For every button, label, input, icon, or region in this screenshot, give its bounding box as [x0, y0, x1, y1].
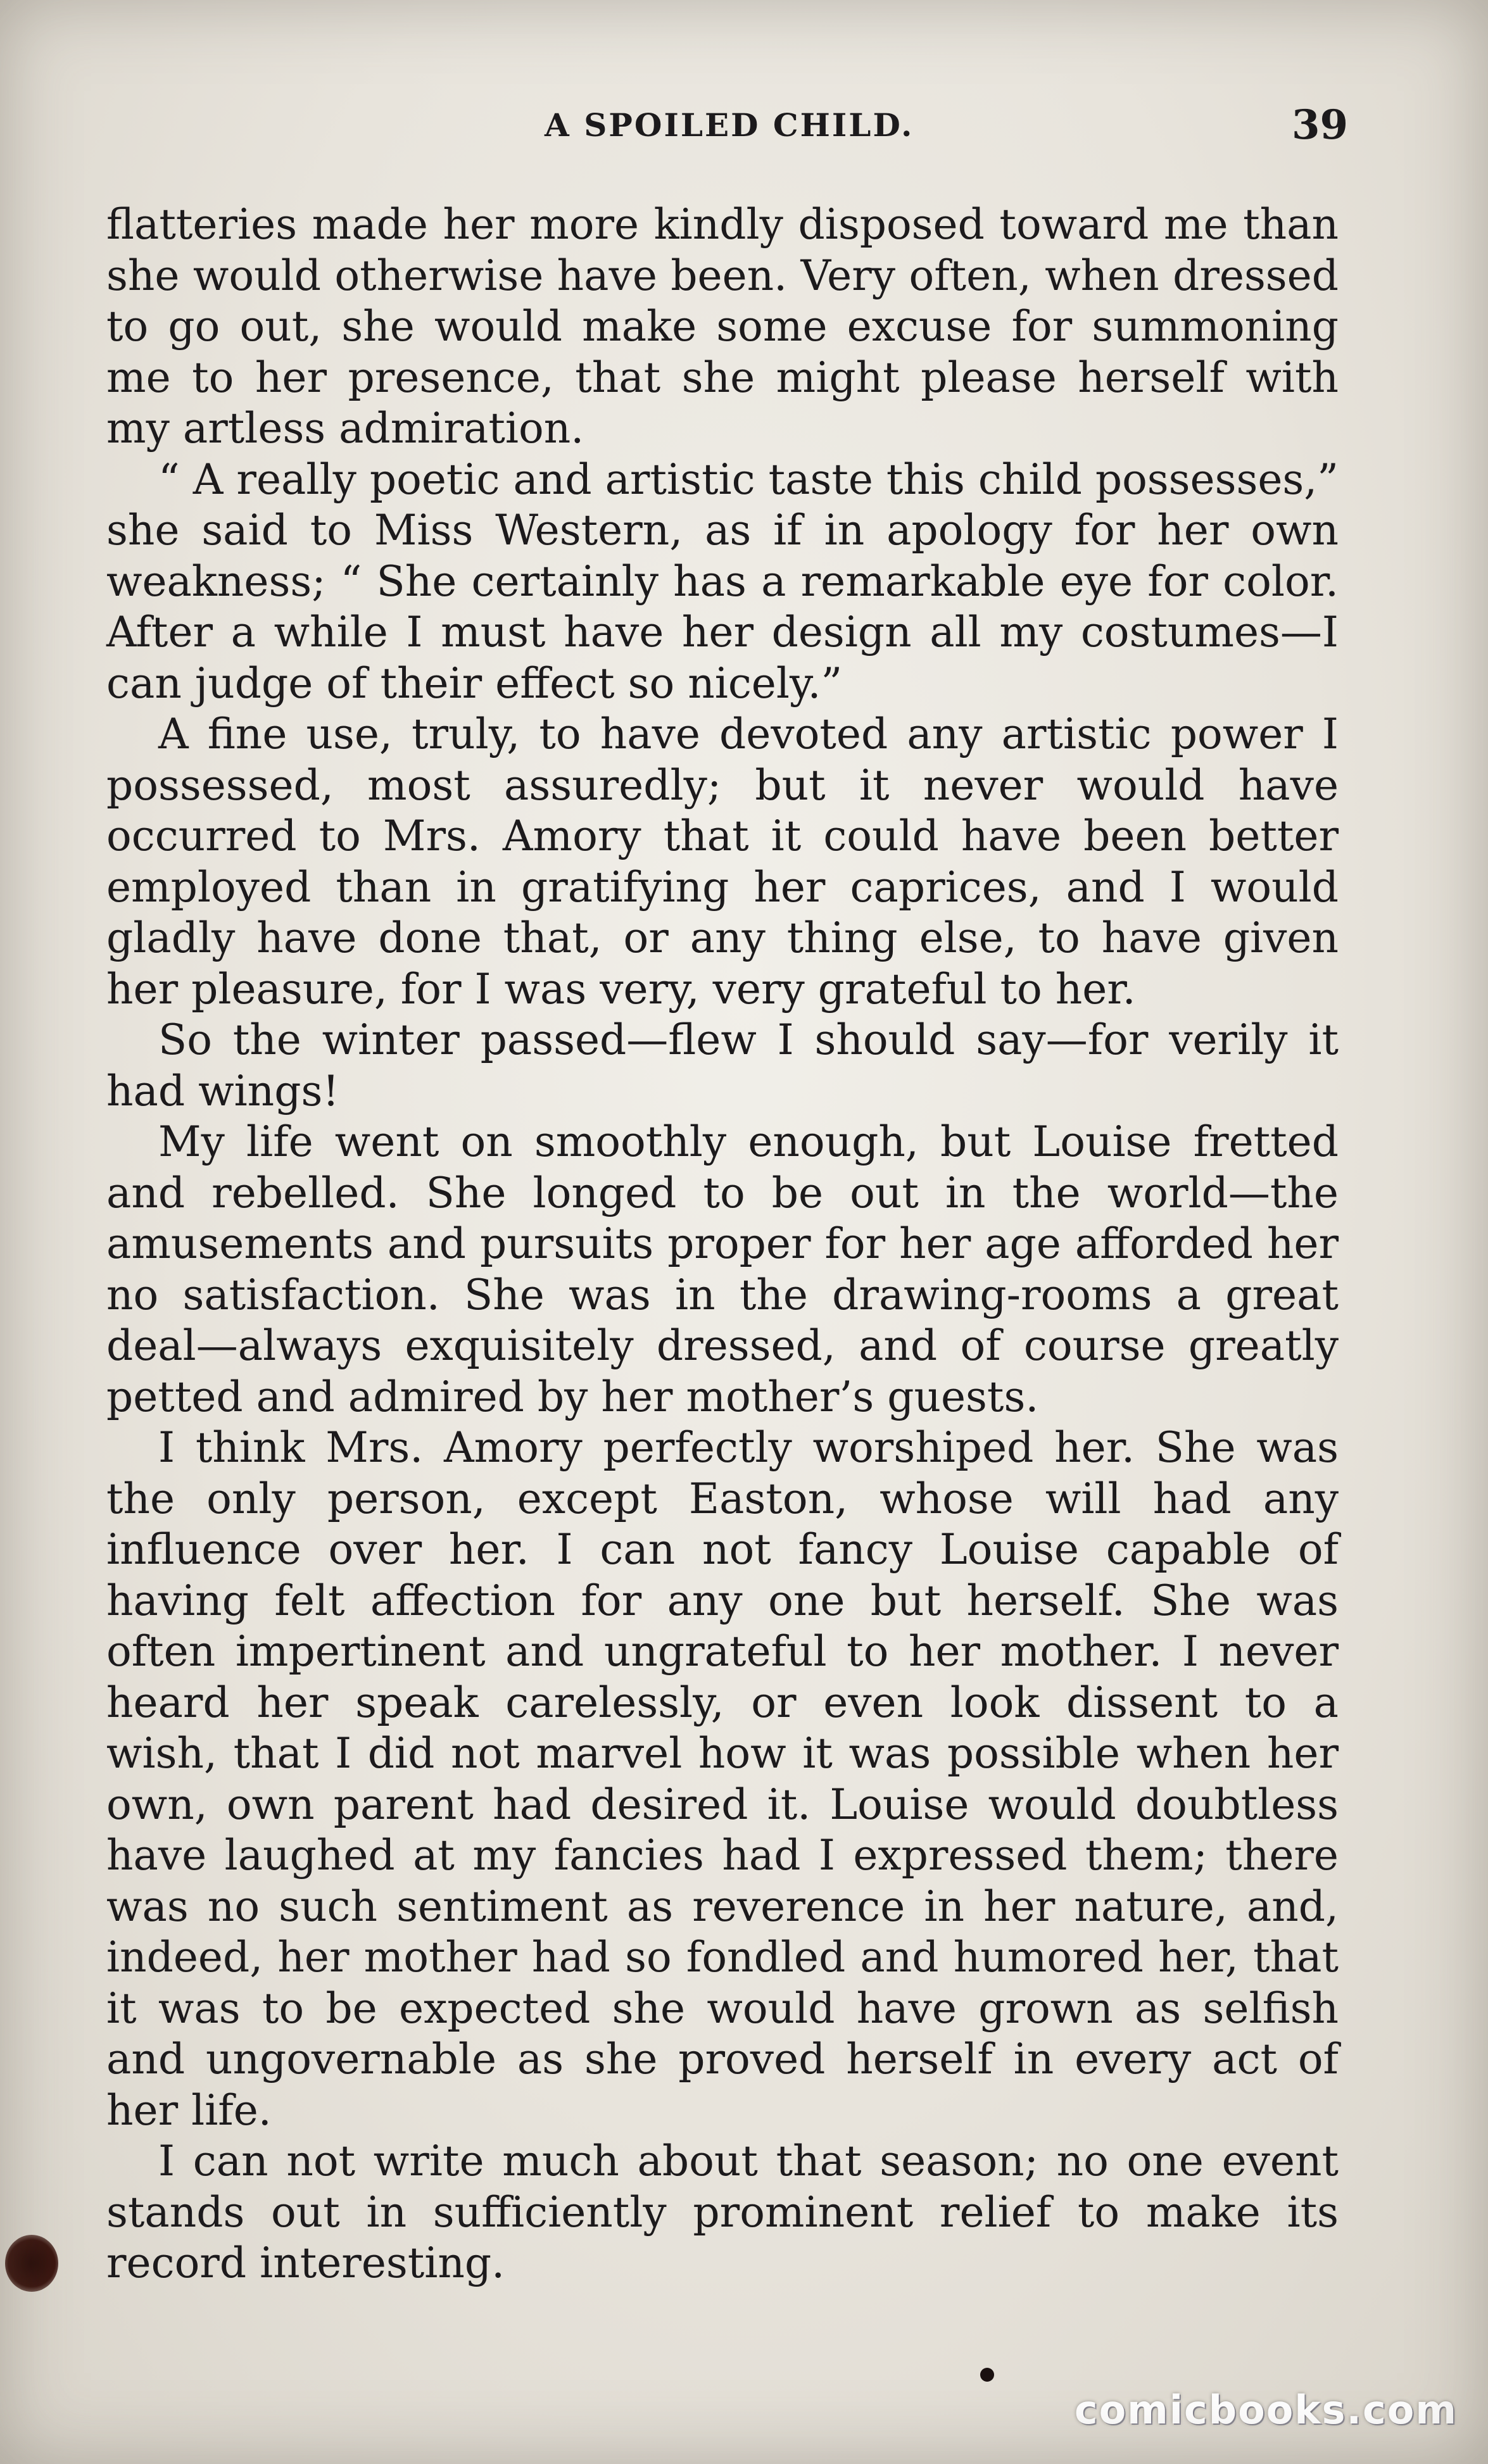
paragraph: flatteries made her more kindly disposed toward me than she would otherwise have been. Very often, when dressed to go out, she would make some excuse for summoning me to her presence, that she might please herself with my artless admiration.	[106, 200, 1339, 453]
paragraph: I can not write much about that season; no one event stands out in sufficiently prominent relief to make its record interesting.	[106, 2137, 1339, 2287]
ink-dot	[980, 2368, 994, 2382]
running-head: A SPOILED CHILD.	[545, 106, 914, 144]
watermark: comicbooks.com	[1074, 2387, 1458, 2433]
page-number: 39	[1292, 101, 1349, 149]
ink-blot	[5, 2235, 58, 2292]
paragraph: So the winter passed—flew I should say—for verily it had wings!	[106, 1015, 1339, 1116]
paragraph: “ A really poetic and artistic taste this child possesses,” she said to Miss Western, as if in apology for her own weakness; “ She certainly has a remarkable eye for color. After a while I must have her design all my costumes—I can judge of their effect so nicely.”	[106, 455, 1339, 708]
paragraph: I think Mrs. Amory perfectly worshiped her. She was the only person, except Easton, whose will had any influence over her. I can not fancy Louise capable of having felt affection for any one but herself. She was often impertinent and ungrateful to her mother. I never heard her speak carelessly, or even look dissent to a wish, that I did not marvel how it was possible when her own, own parent had desired it. Louise would doubtless have laughed at my fancies had I expressed them; there was no such sentiment as reverence in her nature, and, indeed, her mother had so fondled and humored her, that it was to be expected she would have grown as selfish and ungovernable as she proved herself in every act of her life.	[106, 1423, 1339, 2135]
paragraph: A fine use, truly, to have devoted any artistic power I possessed, most assuredly; but it never would have occurred to Mrs. Amory that it could have been better employed than in gratifying her caprices, and I would gladly have done that, or any thing else, to have given her pleasure, for I was very, very grateful to her.	[106, 710, 1339, 1014]
paragraph: My life went on smoothly enough, but Louise fretted and rebelled. She longed to be out in the world—the amusements and pursuits proper for her age afforded her no satisfaction. She was in the drawing-rooms a great deal—always exquisitely dressed, and of course greatly petted and admired by her mother’s guests.	[106, 1117, 1339, 1421]
body-text	[106, 199, 1339, 2289]
